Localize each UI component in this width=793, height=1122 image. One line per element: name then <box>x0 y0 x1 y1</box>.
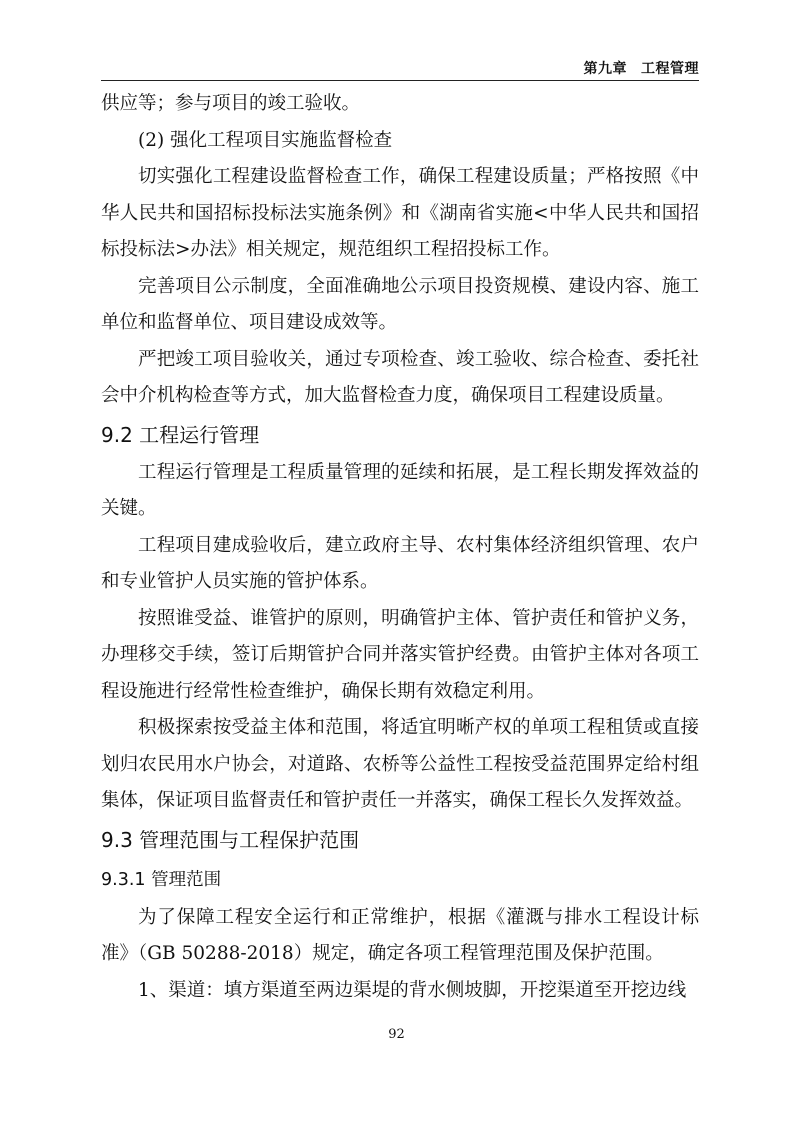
header-chapter: 第九章 <box>583 61 627 77</box>
section-heading-9-3: 9.3 管理范围与工程保护范围 <box>101 827 360 852</box>
paragraph: 工程项目建成验收后，建立政府主导、农村集体经济组织管理、农户和专业管护人员实施的管护体系。 <box>101 534 699 592</box>
paragraph: 供应等；参与项目的竣工验收。 <box>101 93 361 114</box>
paragraph: 工程运行管理是工程质量管理的延续和拓展，是工程长期发挥效益的关键。 <box>101 461 699 519</box>
section-heading-9-3-1: 9.3.1 管理范围 <box>101 869 222 890</box>
section-heading-9-2: 9.2 工程运行管理 <box>101 422 260 447</box>
paragraph: 为了保障工程安全运行和正常维护，根据《灌溉与排水工程设计标准》（GB 50288-2018）规定，确定各项工程管理范围及保护范围。 <box>101 906 699 964</box>
paragraph: 积极探索按受益主体和范围，将适宜明晰产权的单项工程租赁或直接划归农民用水户协会，对道路、农桥等公益性工程按受益范围界定给村组集体，保证项目监督责任和管护责任一并落实，确保工程长久发挥效益。 <box>101 717 699 811</box>
paragraph: 严把竣工项目验收关，通过专项检查、竣工验收、综合检查、委托社会中介机构检查等方式，加大监督检查力度，确保项目工程建设质量。 <box>101 348 699 406</box>
paragraph: 切实强化工程建设监督检查工作，确保工程建设质量；严格按照《中华人民共和国招标投标法实施条例》和《湖南省实施<中华人民共和国招标投标法>办法》相关规定，规范组织工程招投标工作。 <box>101 166 699 260</box>
header-title: 工程管理 <box>641 61 699 77</box>
paragraph: 完善项目公示制度，全面准确地公示项目投资规模、建设内容、施工单位和监督单位、项目建设成效等。 <box>101 275 699 333</box>
paragraph: 按照谁受益、谁管护的原则，明确管护主体、管护责任和管护义务，办理移交手续，签订后期管护合同并落实管护经费。由管护主体对各项工程设施进行经常性检查维护，确保长期有效稳定利用。 <box>101 607 699 702</box>
header-text <box>584 58 700 78</box>
subsection-heading: (2) 强化工程项目实施监督检查 <box>138 129 393 151</box>
page-number: 92 <box>388 1027 405 1042</box>
page-header <box>101 52 699 81</box>
paragraph: 1、渠道：填方渠道至两边渠堤的背水侧坡脚，开挖渠道至开挖边线 <box>138 979 687 1001</box>
page-body <box>101 86 699 1009</box>
